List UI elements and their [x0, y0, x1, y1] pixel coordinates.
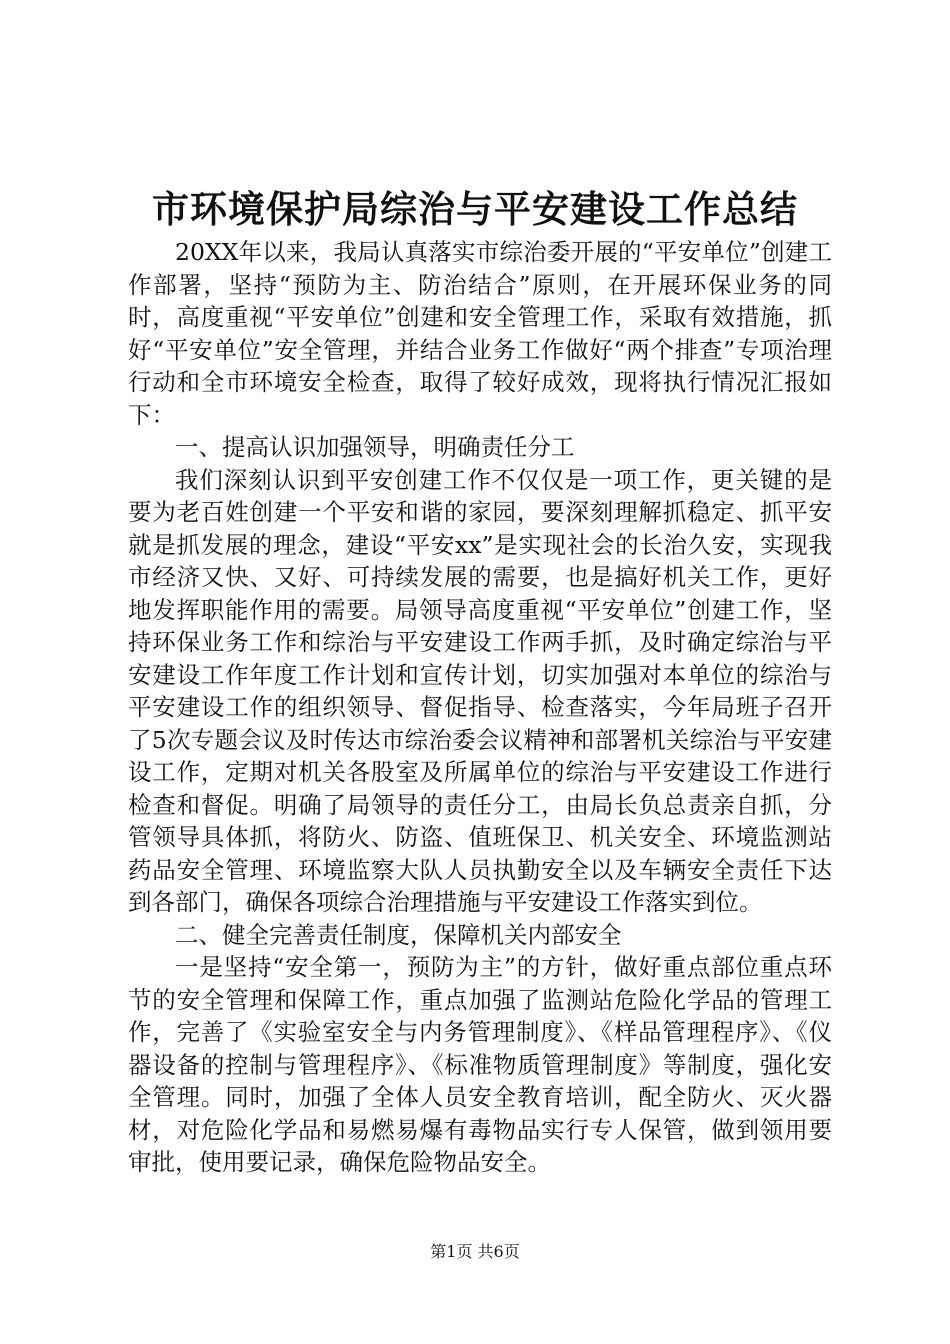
section-heading-2: 二、健全完善责任制度，保障机关内部安全 [175, 920, 622, 949]
section-2-paragraph: 一是坚持“安全第一，预防为主”的方针，做好重点部位重点环节的安全管理和保障工作，重点加强了监测站危险化学品的管理工作，完善了《实验室安全与内务管理制度》、《样品管理程序》、《仪器设备的控制与管理程序》、《标准物质管理制度》等制度，强化安全管理。同时，加强了全体人员安全教育培训，配全防火、灭火器材，对危险化学品和易燃易爆有毒物品实行专人保管，做到领用要审批，使用要记录，确保危险物品安全。 [128, 953, 832, 1176]
intro-paragraph: 20XX年以来，我局认真落实市综治委开展的“平安单位”创建工作部署，坚持“预防为主、防治结合”原则，在开展环保业务的同时，高度重视“平安单位”创建和安全管理工作，采取有效措施，抓好“平安单位”安全管理，并结合业务工作做好“两个排查”专项治理行动和全市环境安全检查，取得了较好成效，现将执行情况汇报如下： [128, 238, 832, 429]
document-title: 市环境保护局综治与平安建设工作总结 [152, 187, 798, 231]
document-body [128, 236, 832, 1179]
page-number-footer: 第1页 共6页 [430, 1242, 520, 1261]
section-heading-1: 一、提高认识加强领导，明确责任分工 [175, 433, 575, 461]
section-1-paragraph: 我们深刻认识到平安创建工作不仅仅是一项工作，更关键的是要为老百姓创建一个平安和谐的家园，要深刻理解抓稳定、抓平安就是抓发展的理念，建设“平安xx”是实现社会的长治久安，实现我市经济又快、又好、可持续发展的需要，也是搞好机关工作，更好地发挥职能作用的需要。局领导高度重视“平安单位”创建工作，坚持环保业务工作和综治与平安建设工作两手抓，及时确定综治与平安建设工作年度工作计划和宣传计划，切实加强对本单位的综治与平安建设工作的组织领导、督促指导、检查落实，今年局班子召开了5次专题会议及时传达市综治委会议精神和部署机关综治与平安建设工作，定期对机关各股室及所属单位的综治与平安建设工作进行检查和督促。明确了局领导的责任分工，由局长负总责亲自抓，分管领导具体抓，将防火、防盗、值班保卫、机关安全、环境监测站药品安全管理、环境监察大队人员执勤安全以及车辆安全责任下达到各部门，确保各项综合治理措施与平安建设工作落实到位。 [128, 465, 832, 916]
